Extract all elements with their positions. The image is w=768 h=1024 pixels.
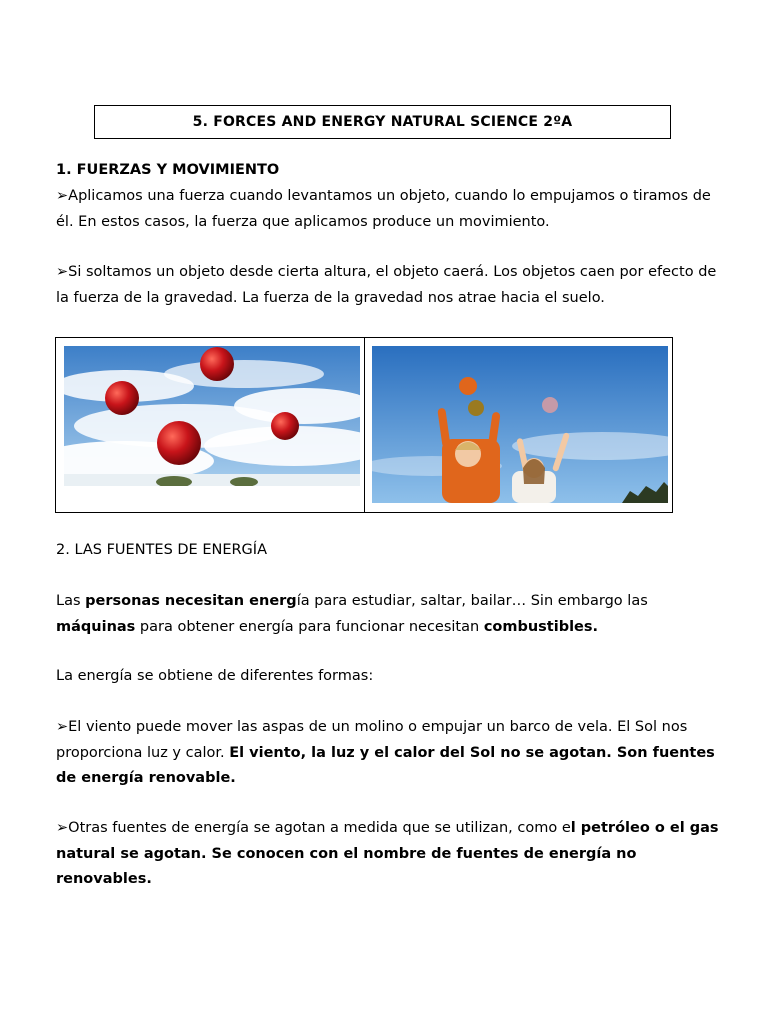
p1-text-c: ía para estudiar, saltar, bailar… Sin embargo las [296, 593, 648, 609]
p1-bold-d: máquinas [56, 618, 136, 635]
p3-text-a: ➢El viento puede mover las aspas de un molino o empujar un barco de vela. El Sol nos proporciona luz y calor. [56, 719, 688, 761]
p4-bold-b: l petróleo o el gas natural se agotan. Se conocen con el nombre de fuentes de energía no renovables. [56, 820, 719, 887]
section2-paragraph2: La energía se obtiene de diferentes formas: [56, 668, 374, 684]
p1-text-a: Las [56, 593, 86, 609]
title-box [94, 105, 671, 139]
falling-apples-photo [64, 346, 360, 486]
p1-text-e: para obtener energía para funcionar necesitan [135, 618, 484, 635]
section1-heading: 1. FUERZAS Y MOVIMIENTO [56, 162, 280, 178]
section1-bullet1: ➢Aplicamos una fuerza cuando levantamos un objeto, cuando lo empujamos o tiramos de él. En estos casos, la fuerza que aplicamos produce un movimiento. [56, 188, 711, 230]
section2-paragraph4 [56, 816, 724, 893]
section2-heading: 2. LAS FUENTES DE ENERGÍA [56, 542, 267, 558]
section2-paragraph1 [56, 589, 724, 640]
p1-bold-b: personas necesitan energ [85, 593, 297, 609]
section2-paragraph3 [56, 715, 724, 792]
section1-bullet2: ➢Si soltamos un objeto desde cierta altura, el objeto caerá. Los objetos caen por efecto de la fuerza de la gravedad. La fuerza de la gravedad nos atrae hacia el suelo. [56, 264, 717, 306]
p4-text-a: ➢Otras fuentes de energía se agotan a medida que se utilizan, como e [56, 820, 571, 836]
image-cell-children [365, 337, 674, 513]
image-table [55, 337, 673, 513]
children-juggling-photo [372, 346, 668, 503]
page-title: 5. FORCES AND ENERGY NATURAL SCIENCE 2ºA [192, 114, 573, 130]
image-cell-apples [55, 337, 365, 513]
p3-bold-b: El viento, la luz y el calor del Sol no se agotan. Son fuentes de energía renovable. [56, 744, 715, 786]
p1-bold-f: combustibles. [483, 618, 599, 635]
